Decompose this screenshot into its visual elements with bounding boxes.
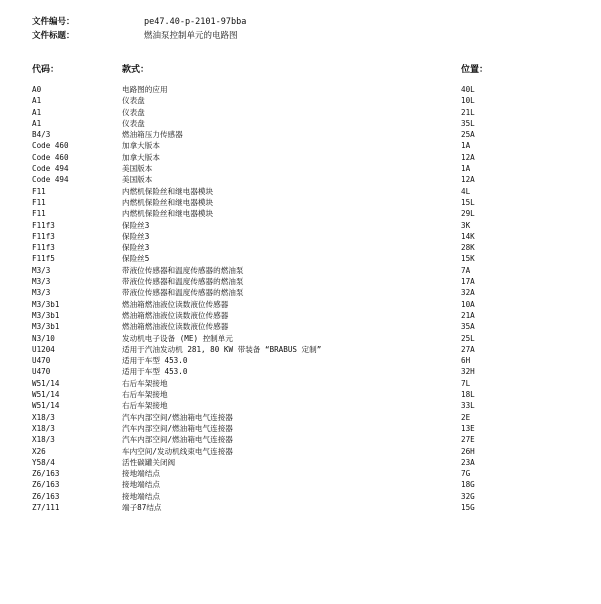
row-description: 汽车内部空间/燃油箱电气连接器 [122, 412, 233, 422]
row-description: 右后车架接地 [122, 390, 168, 400]
row-description: 接地端结点 [122, 480, 160, 490]
row-description: 发动机电子设备 (ME) 控制单元 [122, 333, 233, 343]
list-item [0, 242, 601, 253]
row-description: 仪表盘 [122, 107, 145, 117]
row-code: U1204 [32, 344, 55, 354]
list-item [0, 95, 601, 106]
row-description: 燃油箱燃油液位读数液位传感器 [122, 310, 229, 320]
list-item [0, 152, 601, 163]
row-position: 2E [461, 412, 471, 422]
list-item [0, 333, 601, 344]
list-item [0, 174, 601, 185]
list-item [0, 479, 601, 490]
row-position: 21L [461, 107, 475, 117]
list-item [0, 434, 601, 445]
doc-number-label: 文件编号： [32, 17, 75, 27]
row-position: 32H [461, 367, 475, 377]
row-description: 燃油箱燃油液位读数液位传感器 [122, 299, 229, 309]
row-description: 电路图的应用 [122, 85, 168, 94]
row-description: 汽车内部空间/燃油箱电气连接器 [122, 423, 233, 433]
row-position: 35A [461, 322, 475, 332]
row-position: 18G [461, 480, 475, 490]
row-position: 32A [461, 288, 475, 298]
list-item [0, 276, 601, 287]
row-code: M3/3b1 [32, 322, 60, 332]
row-description: 保险丝5 [122, 254, 150, 264]
row-position: 15L [461, 197, 475, 207]
row-description: 汽车内部空间/燃油箱电气连接器 [122, 435, 233, 445]
row-position: 10L [461, 96, 475, 106]
row-position: 21A [461, 310, 475, 320]
row-description: 加拿大版本 [122, 152, 160, 162]
row-position: 4L [461, 186, 471, 196]
row-description: 仪表盘 [122, 96, 145, 106]
list-item [0, 84, 601, 95]
component-list [0, 84, 601, 513]
row-code: F11f3 [32, 243, 55, 253]
row-description: 带液位传感器和温度传感器的燃油泵 [122, 288, 244, 298]
row-description: 右后车架接地 [122, 401, 168, 411]
list-item [0, 457, 601, 468]
list-item [0, 468, 601, 479]
row-description: 带液位传感器和温度传感器的燃油泵 [122, 277, 244, 287]
row-code: U470 [32, 367, 51, 377]
row-code: F11f3 [32, 231, 55, 241]
row-position: 1A [461, 164, 471, 174]
row-description: 保险丝3 [122, 231, 150, 241]
list-item [0, 186, 601, 197]
row-description: 右后车架接地 [122, 378, 168, 388]
row-description: 车内空间/发动机线束电气连接器 [122, 446, 233, 456]
row-code: Y58/4 [32, 457, 55, 467]
row-code: N3/10 [32, 333, 55, 343]
row-position: 7G [461, 469, 471, 479]
row-code: F11f3 [32, 220, 55, 230]
row-description: 燃油箱燃油液位读数液位传感器 [122, 322, 229, 332]
row-position: 40L [461, 85, 475, 94]
list-item [0, 378, 601, 389]
row-code: Z6/163 [32, 491, 60, 501]
row-code: X26 [32, 446, 46, 456]
row-description: 加拿大版本 [122, 141, 160, 151]
row-position: 15G [461, 502, 475, 512]
row-description: 适用于车型 453.0 [122, 367, 188, 377]
row-position: 33L [461, 401, 475, 411]
list-item [0, 321, 601, 332]
row-position: 15K [461, 254, 475, 264]
list-item [0, 118, 601, 129]
row-description: 活性碳罐关闭阀 [122, 457, 176, 467]
list-item [0, 287, 601, 298]
row-description: 接地端结点 [122, 491, 160, 501]
row-code: M3/3 [32, 288, 51, 298]
row-code: M3/3b1 [32, 299, 60, 309]
row-position: 35L [461, 118, 475, 128]
row-code: A0 [32, 85, 42, 94]
list-item [0, 366, 601, 377]
row-description: 内燃机保险丝和继电器模块 [122, 186, 214, 196]
list-item [0, 208, 601, 219]
row-position: 10A [461, 299, 475, 309]
row-description: 美国版本 [122, 164, 153, 174]
row-position: 23A [461, 457, 475, 467]
row-position: 25A [461, 130, 475, 140]
row-position: 12A [461, 152, 475, 162]
row-position: 28K [461, 243, 475, 253]
list-item [0, 129, 601, 140]
list-item [0, 446, 601, 457]
row-description: 接地端结点 [122, 469, 160, 479]
row-code: W51/14 [32, 401, 60, 411]
row-code: B4/3 [32, 130, 51, 140]
row-code: X18/3 [32, 423, 55, 433]
list-item [0, 299, 601, 310]
row-code: F11 [32, 186, 46, 196]
doc-number-value: pe47.40-p-2101-97bba [144, 17, 247, 27]
row-code: F11f5 [32, 254, 55, 264]
row-code: X18/3 [32, 435, 55, 445]
list-item [0, 163, 601, 174]
list-item [0, 231, 601, 242]
row-description: 适用于车型 453.0 [122, 356, 188, 366]
row-code: F11 [32, 197, 46, 207]
row-description: 美国版本 [122, 175, 153, 185]
list-item [0, 423, 601, 434]
row-code: Code 460 [32, 152, 69, 162]
row-code: X18/3 [32, 412, 55, 422]
list-item [0, 355, 601, 366]
row-code: U470 [32, 356, 51, 366]
list-item [0, 412, 601, 423]
row-description: 保险丝3 [122, 220, 150, 230]
row-position: 32G [461, 491, 475, 501]
row-position: 25L [461, 333, 475, 343]
row-code: A1 [32, 107, 42, 117]
row-code: M3/3b1 [32, 310, 60, 320]
row-description: 内燃机保险丝和继电器模块 [122, 209, 214, 219]
row-position: 29L [461, 209, 475, 219]
row-code: W51/14 [32, 390, 60, 400]
list-item [0, 220, 601, 231]
row-position: 1A [461, 141, 471, 151]
column-header-position: 位置： [461, 65, 489, 75]
row-position: 12A [461, 175, 475, 185]
row-position: 27A [461, 344, 475, 354]
row-description: 适用于汽油发动机 281, 80 KW 带装备 “BRABUS 定制” [122, 344, 322, 354]
row-code: F11 [32, 209, 46, 219]
row-position: 26H [461, 446, 475, 456]
doc-title-value: 燃油泵控制单元的电路图 [144, 31, 238, 41]
list-item [0, 389, 601, 400]
row-description: 保险丝3 [122, 243, 150, 253]
doc-title-label: 文件标题： [32, 31, 75, 41]
row-position: 7A [461, 265, 471, 275]
row-description: 带液位传感器和温度传感器的燃油泵 [122, 265, 244, 275]
list-item [0, 400, 601, 411]
row-description: 内燃机保险丝和继电器模块 [122, 197, 214, 207]
row-position: 13E [461, 423, 475, 433]
row-description: 仪表盘 [122, 118, 145, 128]
list-item [0, 310, 601, 321]
row-code: Z6/163 [32, 469, 60, 479]
list-item [0, 107, 601, 118]
row-code: A1 [32, 118, 42, 128]
row-code: Code 460 [32, 141, 69, 151]
row-position: 27E [461, 435, 475, 445]
row-code: Code 494 [32, 164, 69, 174]
row-code: Code 494 [32, 175, 69, 185]
row-code: A1 [32, 96, 42, 106]
row-code: Z7/111 [32, 502, 60, 512]
row-position: 17A [461, 277, 475, 287]
list-item [0, 265, 601, 276]
row-description: 端子87结点 [122, 502, 162, 512]
column-header-code: 代码： [32, 65, 60, 75]
row-description: 燃油箱压力传感器 [122, 130, 183, 140]
row-code: M3/3 [32, 265, 51, 275]
row-code: Z6/163 [32, 480, 60, 490]
list-item [0, 344, 601, 355]
row-position: 6H [461, 356, 471, 366]
column-header-style: 款式： [122, 65, 150, 75]
list-item [0, 502, 601, 513]
row-code: W51/14 [32, 378, 60, 388]
list-item [0, 140, 601, 151]
list-item [0, 197, 601, 208]
row-position: 3K [461, 220, 471, 230]
row-position: 18L [461, 390, 475, 400]
row-code: M3/3 [32, 277, 51, 287]
list-item [0, 253, 601, 264]
row-position: 14K [461, 231, 475, 241]
list-item [0, 491, 601, 502]
row-position: 7L [461, 378, 471, 388]
